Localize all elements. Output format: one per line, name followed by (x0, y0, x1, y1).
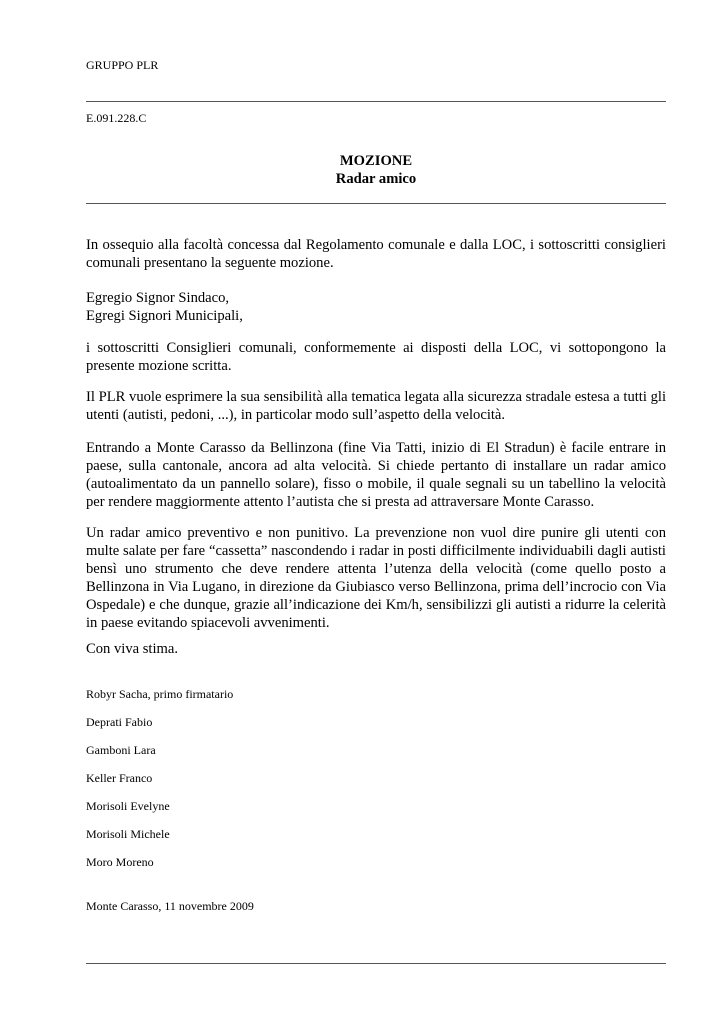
closing-line: Con viva stima. (86, 641, 179, 657)
title-block (86, 152, 666, 188)
signatory: Morisoli Michele (86, 827, 170, 841)
paragraph-2: Il PLR vuole esprimere la sua sensibilità alla tematica legata alla sicurezza stradale estesa a tutti gli utenti (autisti, pedoni, ...), in particolar modo sull’aspetto della velocità. (86, 389, 666, 423)
document-title: MOZIONE (339, 153, 413, 169)
title-divider (86, 203, 666, 204)
signatory: Moro Moreno (86, 855, 154, 869)
signatory: Keller Franco (86, 771, 153, 785)
signatory: Morisoli Evelyne (86, 799, 170, 813)
footer-divider (86, 963, 666, 964)
header-divider (86, 101, 666, 102)
reference-number: E.091.228.C (86, 111, 147, 125)
place-date: Monte Carasso, 11 novembre 2009 (86, 899, 254, 913)
salutation-line-1: Egregio Signor Sindaco, (86, 290, 230, 306)
group-name: GRUPPO PLR (86, 58, 159, 72)
signatory: Deprati Fabio (86, 715, 153, 729)
paragraph-1: i sottoscritti Consiglieri comunali, conformemente ai disposti della LOC, vi sottopongono la presente mozione scritta. (86, 340, 666, 374)
document-subtitle: Radar amico (335, 171, 417, 187)
salutation (86, 289, 666, 325)
salutation-line-2: Egregi Signori Municipali, (86, 308, 243, 324)
intro-paragraph: In ossequio alla facoltà concessa dal Regolamento comunale e dalla LOC, i sottoscritti consiglieri comunali presentano la seguente mozione. (86, 237, 666, 271)
signatory: Gamboni Lara (86, 743, 156, 757)
signatory: Robyr Sacha, primo firmatario (86, 687, 234, 701)
paragraph-3: Entrando a Monte Carasso da Bellinzona (fine Via Tatti, inizio di El Stradun) è facile entrare in paese, sulla cantonale, ancora ad alta velocità. Si chiede pertanto di installare un radar amico (autoalimentato da un pannello solare), fisso o mobile, il quale segnali su un tabellino la velocità per rendere maggiormente attento l’autista che si presta ad attraversare Monte Carasso. (86, 440, 666, 510)
paragraph-4: Un radar amico preventivo e non punitivo. La prevenzione non vuol dire punire gli utenti con multe salate per fare “cassetta” nascondendo i radar in posti difficilmente individuabili dagli autisti bensì uno strumento che deve rendere attenta l’utenza della velocità (come quello posto a Bellinzona in Via Lugano, in direzione da Giubiasco verso Bellinzona, prima dell’incrocio con Via Ospedale) e che dunque, grazie all’indicazione dei Km/h, sensibilizzi gli autisti a ridurre la celerità in paese evitando spiacevoli avvenimenti. (86, 525, 666, 631)
